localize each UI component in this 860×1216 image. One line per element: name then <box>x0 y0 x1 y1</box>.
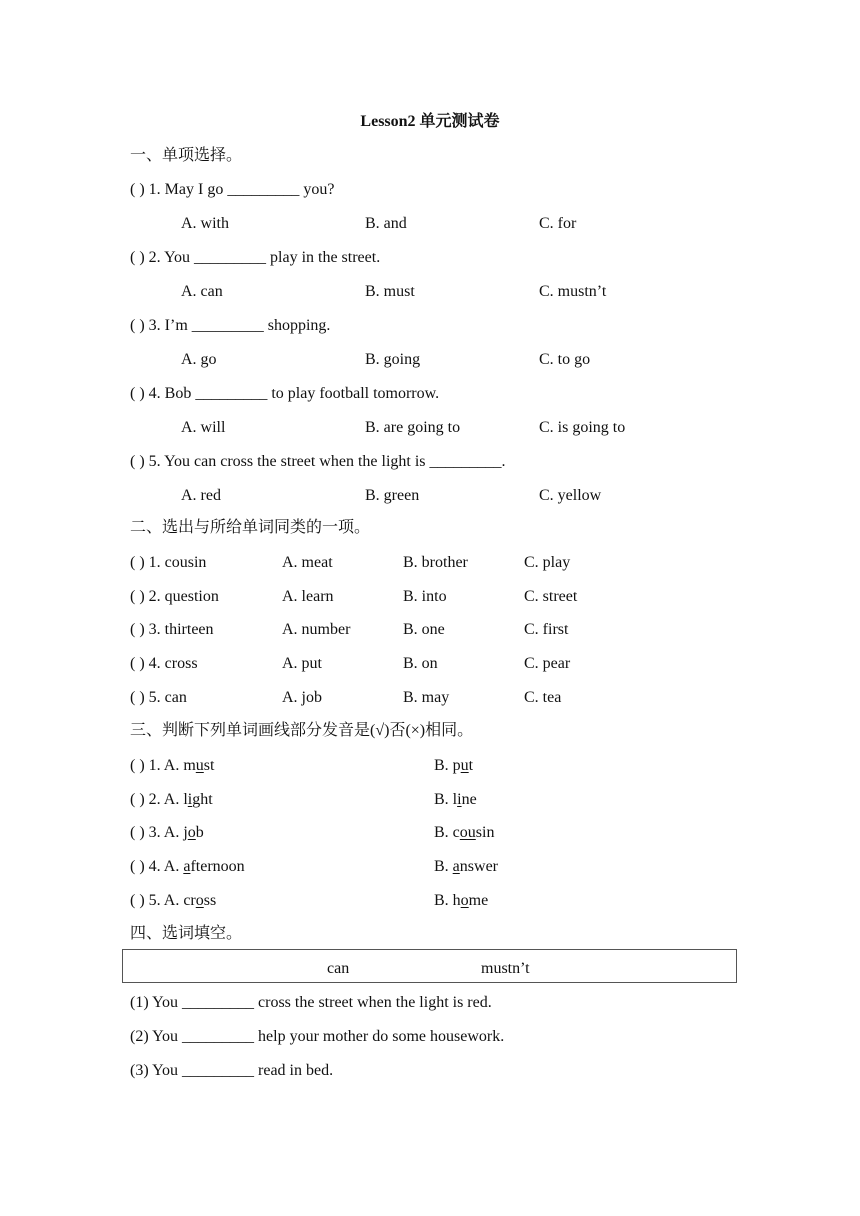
phonics-row-1-a: ( ) 1. A. must <box>130 757 215 774</box>
phonics-row-2-a: ( ) 2. A. light <box>130 791 213 808</box>
phonics-row-4-a: ( ) 4. A. afternoon <box>130 858 245 875</box>
category-row-4-option-b: B. on <box>403 655 438 672</box>
category-row-2-option-a: A. learn <box>282 588 334 605</box>
phonics-row-5-b: B. home <box>434 892 489 909</box>
word-bank-word-2: mustn’t <box>481 960 530 977</box>
phonics-row-2-b: B. line <box>434 791 477 808</box>
question-1-stem: ( ) 1. May I go _________ you? <box>130 181 335 198</box>
category-row-3-word: ( ) 3. thirteen <box>130 621 214 638</box>
category-row-1-option-c: C. play <box>524 554 571 571</box>
category-row-3-option-b: B. one <box>403 621 445 638</box>
question-4-option-b: B. are going to <box>365 419 461 436</box>
phonics-row-4-b: B. answer <box>434 858 498 875</box>
category-row-5-option-b: B. may <box>403 689 450 706</box>
category-row-2-word: ( ) 2. question <box>130 588 219 605</box>
category-row-2-option-b: B. into <box>403 588 447 605</box>
fill-sentence-2: (2) You _________ help your mother do some housework. <box>130 1028 505 1045</box>
category-row-4-option-a: A. put <box>282 655 322 672</box>
question-1-option-a: A. with <box>181 215 229 232</box>
question-5-option-b: B. green <box>365 487 420 504</box>
fill-sentence-3: (3) You _________ read in bed. <box>130 1062 334 1079</box>
section3-heading: 三、判断下列单词画线部分发音是(√)否(×)相同。 <box>130 722 474 739</box>
category-row-5-option-c: C. tea <box>524 689 562 706</box>
category-row-3-option-a: A. number <box>282 621 351 638</box>
question-5-stem: ( ) 5. You can cross the street when the light is _________. <box>130 453 506 470</box>
fill-sentence-1: (1) You _________ cross the street when the light is red. <box>130 994 492 1011</box>
question-2-option-a: A. can <box>181 283 223 300</box>
question-3-option-c: C. to go <box>539 351 591 368</box>
question-2-option-c: C. mustn’t <box>539 283 607 300</box>
category-row-5-word: ( ) 5. can <box>130 689 187 706</box>
question-2-option-b: B. must <box>365 283 415 300</box>
section4-heading: 四、选词填空。 <box>130 925 243 942</box>
question-4-option-a: A. will <box>181 419 226 436</box>
category-row-4-option-c: C. pear <box>524 655 571 672</box>
question-3-option-b: B. going <box>365 351 421 368</box>
category-row-4-word: ( ) 4. cross <box>130 655 198 672</box>
word-bank-box <box>122 949 737 983</box>
question-1-option-c: C. for <box>539 215 577 232</box>
category-row-1-option-b: B. brother <box>403 554 468 571</box>
phonics-row-1-b: B. put <box>434 757 474 774</box>
question-5-option-a: A. red <box>181 487 221 504</box>
category-row-2-option-c: C. street <box>524 588 578 605</box>
question-1-option-b: B. and <box>365 215 407 232</box>
section2-heading: 二、选出与所给单词同类的一项。 <box>130 519 371 536</box>
question-3-stem: ( ) 3. I’m _________ shopping. <box>130 317 331 334</box>
word-bank-word-1: can <box>327 960 350 977</box>
question-4-option-c: C. is going to <box>539 419 626 436</box>
question-4-stem: ( ) 4. Bob _________ to play football tomorrow. <box>130 385 440 402</box>
category-row-1-option-a: A. meat <box>282 554 333 571</box>
category-row-3-option-c: C. first <box>524 621 569 638</box>
page-title: Lesson2 单元测试卷 <box>360 113 500 130</box>
question-2-stem: ( ) 2. You _________ play in the street. <box>130 249 381 266</box>
category-row-5-option-a: A. job <box>282 689 322 706</box>
phonics-row-3-a: ( ) 3. A. job <box>130 824 204 841</box>
phonics-row-3-b: B. cousin <box>434 824 495 841</box>
category-row-1-word: ( ) 1. cousin <box>130 554 207 571</box>
question-5-option-c: C. yellow <box>539 487 602 504</box>
phonics-row-5-a: ( ) 5. A. cross <box>130 892 217 909</box>
section1-heading: 一、单项选择。 <box>130 147 243 164</box>
question-3-option-a: A. go <box>181 351 217 368</box>
